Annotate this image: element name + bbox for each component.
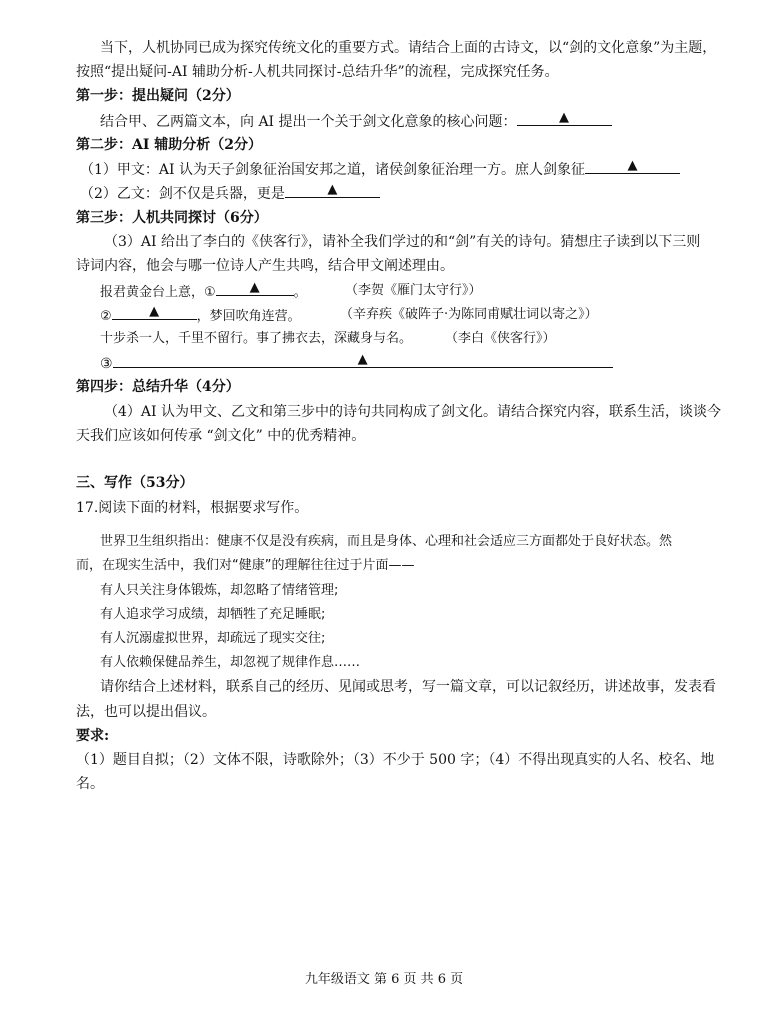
writing-prompt: 17.阅读下面的材料，根据要求写作。 — [76, 500, 309, 516]
writing-heading: 三、写作（53分） — [76, 475, 194, 491]
step4-question-line-1: （4）AI 认为甲文、乙文和第三步中的诗句共同构成了剑文化。请结合探究内容，联系生活，谈谈今 — [104, 404, 721, 420]
poem-2-source: （辛弃疾《破阵子·为陈同甫赋壮词以寄之》） — [340, 307, 598, 322]
poem-1-pre: 报君黄金台上意，① — [100, 285, 216, 300]
answer-blank[interactable] — [216, 280, 294, 296]
step3-heading: 第三步：人机共同探讨（6分） — [76, 210, 268, 226]
poem-2-pre: ② — [100, 309, 112, 324]
material-line-3: 有人只关注身体锻炼，却忽略了情绪管理; — [100, 583, 339, 598]
requirements-line-2: 名。 — [76, 776, 104, 792]
step1-heading: 第一步：提出疑问（2分） — [76, 88, 240, 104]
step2-item-1-text: （1）甲文：AI 认为天子剑象征治国安邦之道，诸侯剑象征治理一方。庶人剑象征 — [80, 162, 585, 178]
task-line-1: 请你结合上述材料，联系自己的经历、见闻或思考，写一篇文章，可以记叙经历，讲述故事，发表看 — [100, 679, 716, 695]
step2-item-2 — [80, 182, 380, 204]
material-line-1: 世界卫生组织指出：健康不仅是没有疾病，而且是身体、心理和社会适应三方面都处于良好状态。然 — [100, 534, 673, 549]
answer-blank[interactable] — [112, 304, 197, 320]
material-line-5: 有人沉溺虚拟世界，却疏远了现实交往; — [100, 631, 326, 646]
poem-3: 十步杀一人，千里不留行。事了拂衣去，深藏身与名。 — [100, 331, 413, 346]
answer-triangle: ▲ — [327, 182, 338, 197]
step3-question-line-1: （3）AI 给出了李白的《侠客行》，请补全我们学过的和“剑”有关的诗句。猜想庄子读到以下三则 — [104, 234, 701, 250]
answer-blank[interactable] — [585, 158, 680, 174]
intro-line-2: 按照“提出疑问-AI 辅助分析-人机共同探讨-总结升华”的流程，完成探究任务。 — [76, 64, 559, 80]
answer-triangle: ▲ — [559, 110, 570, 125]
step1-text: 结合甲、乙两篇文本，向 AI 提出一个关于剑文化意象的核心问题： — [100, 114, 517, 130]
answer-3 — [100, 352, 613, 374]
material-line-2: 而，在现实生活中，我们对“健康”的理解往往过于片面—— — [76, 558, 415, 573]
intro-line-1: 当下，人机协同已成为探究传统文化的重要方式。请结合上面的古诗文，以“剑的文化意象”为主题， — [100, 40, 717, 56]
step2-item-2-text: （2）乙文：剑不仅是兵器，更是 — [80, 186, 285, 202]
step2-heading: 第二步：AI 辅助分析（2分） — [76, 137, 263, 153]
requirements-line-1: （1）题目自拟；（2）文体不限，诗歌除外；（3）不少于 500 字；（4）不得出现真实的人名、校名、地 — [76, 752, 715, 768]
step1-question — [100, 110, 612, 132]
answer-blank[interactable] — [517, 110, 612, 126]
answer-triangle: ▲ — [249, 280, 260, 295]
poem-2-post: ，梦回吹角连营。 — [196, 309, 301, 324]
answer-blank[interactable] — [285, 182, 380, 198]
step4-heading: 第四步：总结升华（4分） — [76, 379, 240, 395]
poem-2 — [100, 304, 301, 326]
requirements-heading: 要求: — [76, 728, 110, 744]
answer-triangle: ▲ — [627, 158, 638, 173]
task-line-2: 法，也可以提出倡议。 — [76, 704, 216, 720]
page-footer: 九年级语文 第 6 页 共 6 页 — [304, 972, 464, 987]
material-line-6: 有人依赖保健品养生，却忽视了规律作息…… — [100, 655, 361, 670]
step3-question-line-2: 诗词内容，他会与哪一位诗人产生共鸣，结合甲文阐述理由。 — [76, 258, 454, 274]
answer-triangle: ▲ — [357, 352, 368, 367]
step4-question-line-2: 天我们应该如何传承 “剑文化” 中的优秀精神。 — [76, 428, 366, 444]
material-line-4: 有人追求学习成绩，却牺牲了充足睡眠; — [100, 607, 326, 622]
poem-1 — [100, 280, 307, 302]
answer-triangle: ▲ — [149, 304, 160, 319]
poem-1-post: 。 — [293, 285, 307, 300]
poem-1-source: （李贺《雁门太守行》） — [345, 283, 482, 298]
poem-3-source: （李白《侠客行》） — [445, 331, 556, 346]
answer-3-label: ③ — [100, 356, 113, 372]
answer-blank-long[interactable] — [113, 352, 613, 368]
step2-item-1 — [80, 158, 680, 180]
